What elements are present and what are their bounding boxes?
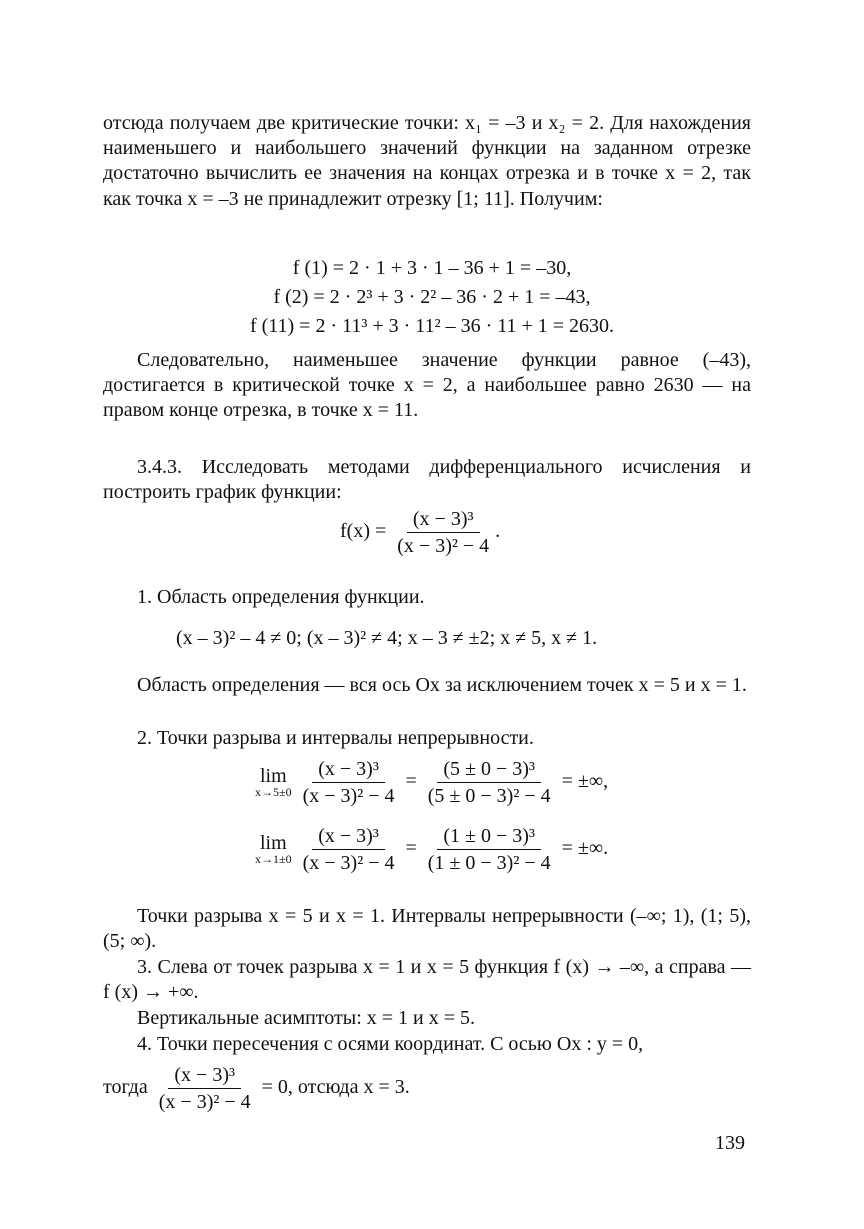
equation-f-of-2: f (2) = 2 · 2³ + 3 · 2² – 36 · 2 + 1 = –43,: [273, 286, 591, 308]
fraction-denominator: (1 ± 0 − 3)² − 4: [427, 852, 551, 874]
equals-sign: =: [405, 770, 417, 793]
fraction-denominator: (5 ± 0 − 3)² − 4: [427, 785, 551, 807]
fraction-numerator: (x − 3)³: [312, 758, 385, 783]
fraction: [422, 825, 557, 874]
limit-at-x-5: [255, 758, 608, 807]
limit-operator: [255, 831, 292, 866]
equation-f-of-1: f (1) = 2 · 1 + 3 · 1 – 36 + 1 = –30,: [292, 257, 572, 279]
fraction: [153, 1064, 257, 1113]
fraction-denominator: (x − 3)² − 4: [302, 785, 395, 807]
step-3-paragraph: 3. Слева от точек разрыва x = 1 и x = 5 функция f (x) → –∞, а справа — f (x) → +∞.: [103, 956, 751, 1004]
step-4-paragraph: 4. Точки пересечения с осями координат. С осью Ox : y = 0,: [137, 1033, 644, 1055]
paragraph-conclusion: Следовательно, наименьшее значение функции равное (–43), достигается в критической точке x = 2, а наибольшее равно 2630 — на правом конце отрезка, в точке x = 11.: [103, 349, 751, 422]
fraction-numerator: (x − 3)³: [407, 508, 480, 533]
fraction-denominator: (x − 3)² − 4: [397, 535, 490, 557]
fraction-numerator: (5 ± 0 − 3)³: [437, 758, 541, 783]
paragraph-domain: Область определения — вся ось Ox за исключением точек x = 5 и x = 1.: [137, 674, 747, 696]
limit-at-x-1: [255, 825, 608, 874]
paragraph-critical-points: отсюда получаем две критические точки: x₁ = –3 и x₂ = 2. Для нахождения наименьшего и наибольшего значений функции на заданном отрезке достаточно вычислить ее значения на концах отрезка и в точке x = 2, так как точка x = –3 не принадлежит отрезку [1; 11]. Получим:: [103, 112, 751, 210]
equation-domain: (x – 3)² – 4 ≠ 0; (x – 3)² ≠ 4; x – 3 ≠ ±2; x ≠ 5, x ≠ 1.: [176, 627, 598, 649]
equation-f-of-11: f (11) = 2 · 11³ + 3 · 11² – 36 · 11 + 1 = 2630.: [249, 315, 615, 337]
step-2-heading: 2. Точки разрыва и интервалы непрерывности.: [137, 727, 534, 749]
page-number: 139: [715, 1132, 745, 1154]
equation-period: .: [495, 520, 501, 543]
fraction: [422, 758, 557, 807]
fraction-numerator: (x − 3)³: [168, 1064, 241, 1089]
lim-label: lim: [259, 764, 287, 787]
fraction-numerator: (1 ± 0 − 3)³: [437, 825, 541, 850]
lim-subscript: x→1±0: [255, 851, 292, 866]
fraction-denominator: (x − 3)² − 4: [158, 1091, 251, 1113]
fraction: [297, 825, 401, 874]
fraction: [297, 758, 401, 807]
lim-label: lim: [259, 831, 287, 854]
limit-result: = ±∞.: [561, 837, 609, 860]
text-result: = 0, отсюда x = 3.: [261, 1076, 410, 1099]
limit-operator: [255, 764, 292, 799]
paragraph-discontinuities: Точки разрыва x = 5 и x = 1. Интервалы непрерывности (–∞; 1), (1; 5), (5; ∞).: [103, 905, 751, 953]
text-then: тогда: [103, 1076, 148, 1099]
lim-subscript: x→5±0: [255, 784, 292, 799]
fraction: [391, 508, 495, 557]
step-1-heading: 1. Область определения функции.: [137, 586, 425, 608]
paragraph-asymptotes: Вертикальные асимптоты: x = 1 и x = 5.: [137, 1007, 476, 1029]
equation-function-definition: [340, 508, 500, 557]
equals-sign: =: [405, 837, 417, 860]
fraction-denominator: (x − 3)² − 4: [302, 852, 395, 874]
fraction-numerator: (x − 3)³: [312, 825, 385, 850]
problem-statement: 3.4.3. Исследовать методами дифференциального исчисления и построить график функции:: [103, 456, 751, 504]
function-lhs: f(x) =: [340, 520, 387, 543]
equation-x-intercept: [103, 1064, 410, 1113]
limit-result: = ±∞,: [561, 770, 609, 793]
